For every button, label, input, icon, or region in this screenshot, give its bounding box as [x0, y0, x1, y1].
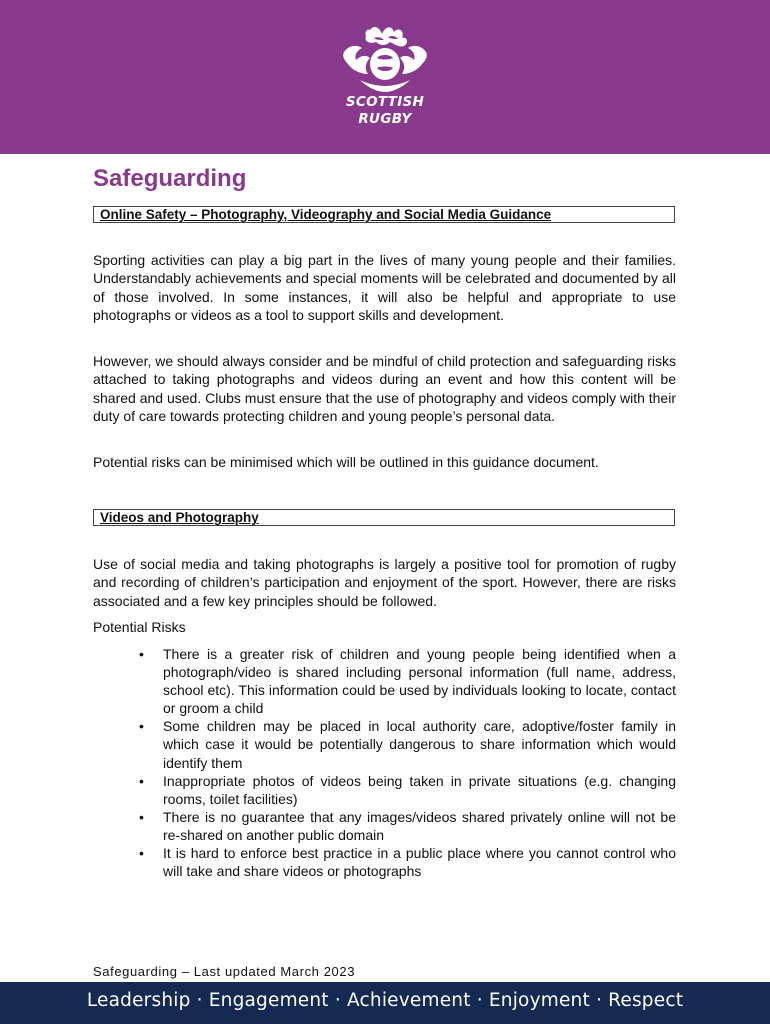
header-banner — [0, 0, 770, 154]
paragraph-social-media: Use of social media and taking photographs is largely a positive tool for promotion of rugby and recording of children’s participation and enjoyment of the sport. However, there are risks associated and a few key principles should be followed. — [93, 556, 676, 609]
potential-risks-label: Potential Risks — [93, 619, 186, 635]
paragraph-minimised: Potential risks can be minimised which will be outlined in this guidance document. — [93, 454, 599, 470]
scottish-rugby-logo — [330, 22, 440, 132]
thistle-icon — [330, 22, 440, 97]
logo-wordmark-line2: RUGBY — [358, 111, 412, 127]
paragraph-protection: However, we should always consider and be mindful of child protection and safeguarding risks attached to taking photographs and videos during an event and how this content will be shared and used. Clubs must ensure that the use of photography and videos comply with their duty of care towards protecting children and young people’s personal data. — [93, 353, 676, 424]
paragraph-intro: Sporting activities can play a big part in the lives of many young people and their families. Understandably achievements and special moments will be celebrated and documented by all of those involved. In some instances, it will also be helpful and appropriate to use photographs or videos as a tool to support skills and development. — [93, 252, 676, 323]
section-heading-videos: Videos and Photography — [93, 509, 675, 526]
page-title: Safeguarding — [93, 165, 247, 192]
footer-banner — [0, 982, 770, 1024]
list-item: • There is no guarantee that any images/videos shared privately online will not be re-shared on another public domain — [135, 808, 676, 844]
section-heading-online-safety: Online Safety – Photography, Videography and Social Media Guidance — [93, 206, 675, 223]
logo-wordmark-line1: SCOTTISH — [345, 94, 425, 110]
footer-values-text: Leadership · Engagement · Achievement · Enjoyment · Respect — [86, 990, 684, 1011]
list-item: • There is a greater risk of children and young people being identified when a photograph/video is shared including personal information (full name, address, school etc). This information could be used by individuals looking to locate, contact or groom a child — [135, 645, 676, 717]
footer-updated-note: Safeguarding – Last updated March 2023 — [93, 964, 356, 979]
list-item: • Inappropriate photos of videos being taken in private situations (e.g. changing rooms, toilet facilities) — [135, 772, 676, 808]
list-item: • Some children may be placed in local authority care, adoptive/foster family in which case it would be potentially dangerous to share information which would identify them — [135, 717, 676, 771]
risks-list — [135, 645, 676, 880]
list-item: • It is hard to enforce best practice in a public place where you cannot control who will take and share videos or photographs — [135, 844, 676, 880]
